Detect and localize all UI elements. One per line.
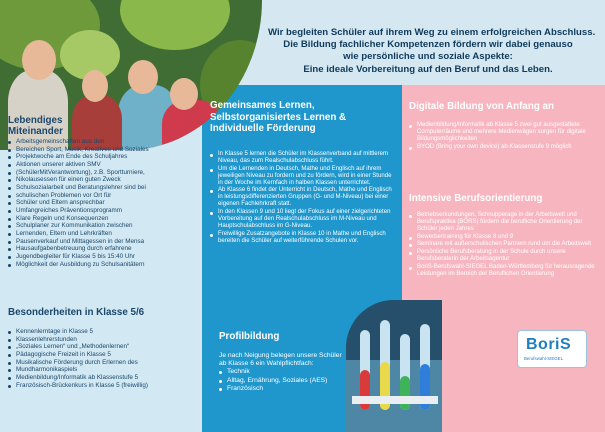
list-item: Musikalische Förderung durch Erlernen des xyxy=(8,359,148,367)
list-item: BoriS-Berufswahl-SIEGEL Baden-Württemberg für herausragende Leistungen im Bereich der Beruflichen Orientierung xyxy=(409,264,597,278)
list-item: Seminare mit außerschulischen Partnern rund um die Arbeitswelt xyxy=(409,241,597,248)
list-item: Klassenlehrerstunden xyxy=(8,336,148,344)
list-item: Nikolausessen für einen guten Zweck xyxy=(8,176,149,184)
list-item: Ab Klasse 6 findet der Unterricht in Deutsch, Mathe und Englisch in leistungsdifferenzierten Gruppen (G- und M-Niveau) bei einer eigenen Fachlehrkraft statt. xyxy=(210,187,395,208)
list-item: Hausaufgabenbetreuung durch erfahrene xyxy=(8,245,149,253)
list-item: Jugendbegleiter für Klasse 5 bis 15:40 Uhr xyxy=(8,253,149,261)
list-item: Umfangreiches Präventionsprogramm xyxy=(8,207,149,215)
profil-line: Je nach Neigung belegen unsere Schüler xyxy=(219,352,342,359)
list-item: „Soziales Lernen“ und „Methodenlernen“ xyxy=(8,343,148,351)
left-heading xyxy=(8,115,63,137)
list-item: Schulplaner zur Kommunikation zwischen xyxy=(8,222,149,230)
boris-logo-text: BoriS xyxy=(526,336,572,353)
left-heading-line: Miteinander xyxy=(8,126,63,137)
list-item: Projektwoche am Ende des Schuljahres xyxy=(8,153,149,161)
list-item: Kennenlerntage in Klasse 5 xyxy=(8,328,148,336)
lab-photo xyxy=(346,300,442,432)
right-list xyxy=(409,122,599,151)
list-item: Betriebserkundungen, Schnupperage in der Arbeitswelt und Berufspraktika (BORS) fördern die berufliche Orientierung der Schüler jeden Jahres xyxy=(409,212,597,233)
left-heading-2: Besonderheiten in Klasse 5/6 xyxy=(8,307,145,318)
list-item: Bereichen Sport, Musik, Kreatives und Soziales xyxy=(8,146,149,154)
middle-list xyxy=(210,151,395,245)
profil-text xyxy=(219,352,342,393)
headline-line: Die Bildung fachlicher Kompetenzen fördern wir dabei genauso xyxy=(283,39,573,51)
list-item: Persönliche Berufsberatung in der Schule durch unsere Berufsberaterin der Arbeitsagentur xyxy=(409,249,597,263)
middle-heading xyxy=(210,100,346,135)
list-item: Medienbildung/Informatik ab Klasse 5 zwei gut ausgestattete Computerräume und mehrere Medienwägen sorgen für digitale Bildungsmöglichkeiten xyxy=(409,122,599,143)
list-item: Aktionen unserer aktiven SMV xyxy=(8,161,149,169)
list-item: In Klasse 5 lernen die Schüler im Klassenverband auf mittlerem Niveau, das zum Realschulabschluss führt. xyxy=(210,151,395,165)
headline-line: Wir begleiten Schüler auf ihrem Weg zu einem erfolgreichen Abschluss. xyxy=(268,27,596,38)
boris-logo-subtitle: Berufswahl-SIEGEL xyxy=(524,356,564,361)
left-list-2 xyxy=(8,328,148,389)
list-item: Mundharmonikaspiels xyxy=(8,366,148,374)
right-heading: Digitale Bildung von Anfang an xyxy=(409,101,554,112)
right-heading-2: Intensive Berufsorientierung xyxy=(409,193,543,204)
right-list-2 xyxy=(409,212,597,278)
middle-heading-line: Selbstorganisiertes Lernen & xyxy=(210,111,347,123)
profil-heading: Profilbildung xyxy=(219,331,280,342)
list-item: Lernenden, Eltern und Lehrkräften xyxy=(8,230,149,238)
profil-line: ab Klasse 6 ein Wahlpflichtfach: xyxy=(219,360,314,368)
list-item: schulischen Problemen vor Ort für xyxy=(8,192,149,200)
left-heading-line: Lebendiges xyxy=(8,115,63,126)
list-item: Schulsozialarbeit und Beratungslehrer sind bei xyxy=(8,184,149,192)
middle-heading-line: Individuelle Förderung xyxy=(210,123,316,134)
list-item: Alltag, Ernährung, Soziales (AES) xyxy=(219,377,342,385)
profil-list xyxy=(219,368,342,393)
list-item: Arbeitsgemeinschaften aus den xyxy=(8,138,149,146)
middle-heading-line: Gemeinsames Lernen, xyxy=(210,100,315,111)
list-item: Französisch xyxy=(219,385,342,393)
test-tubes-icon xyxy=(346,300,442,432)
list-item: Pausenverkauf und Mittagessen in der Mensa xyxy=(8,238,149,246)
list-item: BYOD (Bring your own device) ab Klassenstufe 9 möglich xyxy=(409,144,599,151)
left-list xyxy=(8,138,149,268)
list-item: Bewerbertraining für Klasse 8 und 9 xyxy=(409,234,597,241)
list-item: Technik xyxy=(219,368,342,376)
headline-line: Eine ideale Vorbereitung auf den Beruf und das Leben. xyxy=(303,63,553,75)
list-item: Klare Regeln und Konsequenzen xyxy=(8,215,149,223)
boris-logo xyxy=(517,330,587,368)
headline xyxy=(268,27,596,76)
list-item: Pädagogische Freizeit in Klasse 5 xyxy=(8,351,148,359)
list-item: In den Klassen 9 und 10 liegt der Fokus auf einer zielgerichteten Vorbereitung auf den Realschulabschluss im M-Niveau und Hauptschulabschluss im G-Niveau. xyxy=(210,209,395,230)
list-item: Möglichkeit der Ausbildung zu Schulsanitätern xyxy=(8,261,149,269)
list-item: Medienbildung/Informatik ab Klassenstufe 5 xyxy=(8,374,148,382)
list-item: Französisch-Brückenkurs in Klasse 5 (freiwillig) xyxy=(8,382,148,390)
list-item: (SchülerMitVerantwortung), z.B. Sportturniere, xyxy=(8,169,149,177)
list-item: Freiwillige Zusatzangebote in Klasse 10 in Mathe und Englisch bereiten die Schüler auf weiterführende Schulen vor. xyxy=(210,231,395,245)
headline-line: wie persönliche und soziale Aspekte: xyxy=(343,51,513,63)
list-item: Schüler und Eltern ansprechbar xyxy=(8,199,149,207)
list-item: Um die Lernenden in Deutsch, Mathe und Englisch auf ihrem jeweiligen Niveau zu fordern und zu fördern, wird in einer Stunde in der Woche im Kernfach in halben Klassen unterrichtet. xyxy=(210,166,395,187)
